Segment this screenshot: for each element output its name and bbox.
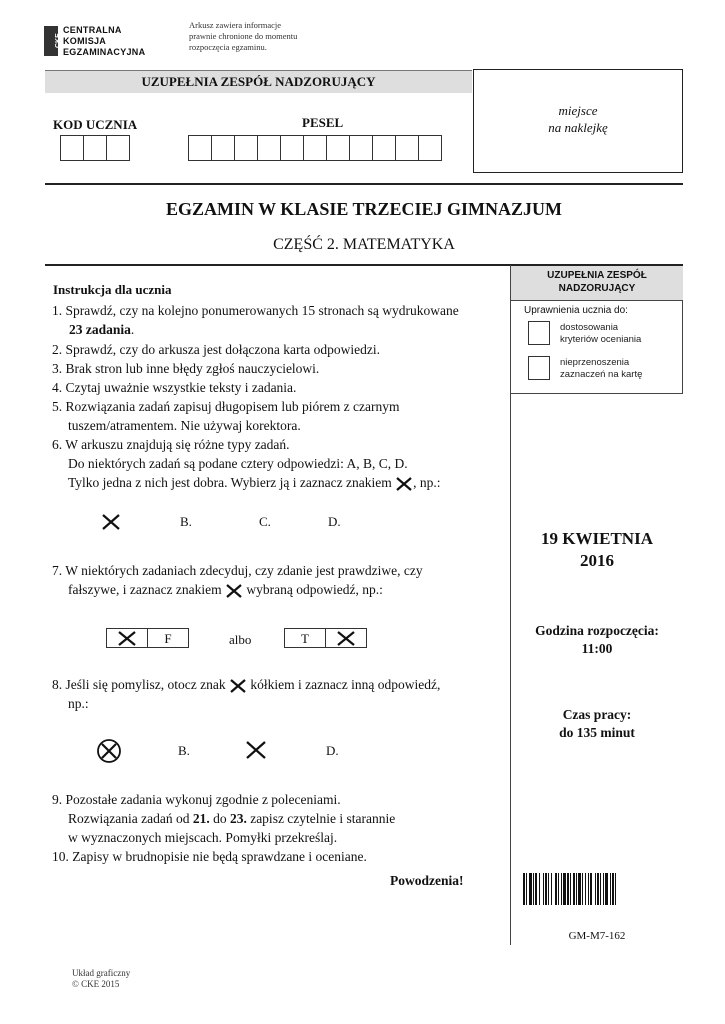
instruction-text: w wyznaczonych miejscach. Pomyłki przekreślaj.	[68, 830, 338, 845]
barcode-bar	[590, 873, 592, 905]
instruction-text	[52, 473, 441, 492]
pesel-cell[interactable]	[349, 135, 373, 161]
x-mark-icon	[395, 476, 413, 492]
barcode-bar	[615, 873, 616, 905]
sidebar-heading	[511, 266, 683, 300]
student-code-label: KOD UCZNIA	[53, 117, 138, 132]
barcode-bar	[578, 873, 581, 905]
instruction-text: wybraną odpowiedź, np.:	[246, 582, 383, 597]
instruction-9	[52, 790, 395, 866]
x-mark-icon	[225, 583, 243, 599]
instruction-8	[52, 675, 440, 713]
tf-cell: T	[284, 628, 326, 648]
sticker-line: miejsce	[558, 103, 598, 118]
pesel-cell[interactable]	[280, 135, 304, 161]
barcode-bar	[567, 873, 569, 905]
pesel-cell[interactable]	[188, 135, 212, 161]
pesel-cell[interactable]	[257, 135, 281, 161]
barcode-bar	[526, 873, 527, 905]
true-false-example	[107, 628, 189, 648]
barcode	[522, 873, 672, 905]
footer-line: Układ graficzny	[72, 968, 131, 978]
barcode-bar	[551, 873, 552, 905]
albo-label: albo	[229, 632, 252, 647]
example-option: B.	[178, 743, 190, 758]
code-cell[interactable]	[106, 135, 130, 161]
instruction-text: kółkiem i zaznacz inną odpowiedź,	[250, 677, 441, 692]
instruction-7	[52, 561, 423, 599]
cke-logo-mark: CKE	[44, 26, 58, 56]
sidebar-heading-line: NADZORUJĄCY	[558, 283, 636, 294]
barcode-bar	[605, 873, 608, 905]
example-option: D.	[328, 514, 341, 529]
barcode-bar	[558, 873, 559, 905]
barcode-bar	[523, 873, 525, 905]
example-option: D.	[326, 743, 339, 758]
instruction-text: zapisz czytelnie i starannie	[246, 811, 396, 826]
circled-x-mark-icon	[96, 738, 122, 764]
barcode-bar	[535, 873, 537, 905]
instruction-text: , np.:	[413, 475, 441, 490]
barcode-bar	[563, 873, 566, 905]
barcode-bar	[533, 873, 534, 905]
instruction-text: tuszem/atramentem. Nie używaj korektora.	[68, 418, 301, 433]
start-label: Godzina rozpoczęcia:	[535, 623, 659, 638]
instruction-text: Tylko jedna z nich jest dobra. Wybierz ją i zaznacz znakiem	[68, 475, 392, 490]
barcode-bar	[573, 873, 575, 905]
pesel-cell[interactable]	[211, 135, 235, 161]
barcode-bar	[543, 873, 544, 905]
instruction-text: np.:	[68, 696, 89, 711]
x-mark-icon	[101, 513, 121, 531]
instruction-3: 3. Brak stron lub inne błędy zgłoś nauczycielowi.	[52, 361, 320, 376]
accommodation-label	[560, 322, 641, 346]
no-transfer-checkbox[interactable]	[528, 356, 550, 380]
instruction-text: 23 zadania.	[69, 322, 135, 337]
date-line: 19 KWIETNIA	[541, 529, 653, 548]
instruction-text	[52, 580, 423, 599]
footer	[72, 968, 130, 990]
notice-line: prawnie chronione do momentu	[189, 31, 298, 41]
instruction-text: do	[209, 811, 230, 826]
barcode-bar	[603, 873, 604, 905]
pesel-label: PESEL	[302, 115, 344, 130]
barcode-bar	[539, 873, 540, 905]
example-option: B.	[180, 514, 192, 529]
tf-cell-marked	[106, 628, 148, 648]
barcode-bar	[529, 873, 532, 905]
notice-line: Arkusz zawiera informacje	[189, 20, 282, 30]
barcode-bar	[555, 873, 557, 905]
exam-date	[511, 528, 683, 572]
footer-line: © CKE 2015	[72, 979, 120, 989]
option-line: kryteriów oceniania	[560, 334, 642, 345]
barcode-bar	[585, 873, 586, 905]
instruction-2: 2. Sprawdź, czy do arkusza jest dołączona karta odpowiedzi.	[52, 342, 381, 357]
x-mark-icon	[229, 678, 247, 694]
barcode-bar	[610, 873, 611, 905]
work-time	[511, 706, 683, 742]
pesel-cell[interactable]	[418, 135, 442, 161]
work-value: do 135 minut	[559, 725, 635, 740]
option-line: nieprzenoszenia	[560, 357, 630, 368]
bold-text: 23.	[229, 811, 247, 826]
instruction-1	[52, 301, 459, 339]
code-cell[interactable]	[60, 135, 84, 161]
instructions-title: Instrukcja dla ucznia	[53, 282, 172, 297]
logo-line: CENTRALNA	[63, 25, 122, 35]
instruction-6	[52, 435, 441, 492]
instruction-text: 5. Rozwiązania zadań zapisuj długopisem lub piórem z czarnym	[52, 399, 400, 414]
rights-label: Uprawnienia ucznia do:	[524, 305, 628, 316]
barcode-bar	[600, 873, 601, 905]
cke-logo-text	[63, 25, 145, 58]
confidential-notice	[189, 20, 297, 53]
bold-text: 23 zadania	[69, 322, 131, 337]
barcode-bar	[612, 873, 614, 905]
start-time	[511, 622, 683, 658]
pesel-cell[interactable]	[395, 135, 419, 161]
work-label: Czas pracy:	[562, 707, 632, 722]
instruction-5	[52, 397, 400, 435]
pesel-cell[interactable]	[372, 135, 396, 161]
barcode-bar	[570, 873, 571, 905]
x-mark-icon	[336, 630, 356, 647]
x-mark-icon	[117, 630, 137, 647]
bold-text: 21.	[192, 811, 210, 826]
pesel-cell[interactable]	[234, 135, 258, 161]
tf-cell-marked	[325, 628, 367, 648]
sticker-area	[473, 69, 683, 173]
instruction-text	[52, 809, 395, 828]
logo-line: EGZAMINACYJNA	[63, 47, 146, 57]
divider	[45, 183, 683, 185]
barcode-bar	[545, 873, 547, 905]
exam-code: GM-M7-162	[568, 930, 626, 942]
example-option: C.	[259, 514, 271, 529]
barcode-bar	[576, 873, 577, 905]
instruction-4: 4. Czytaj uważnie wszystkie teksty i zadania.	[52, 380, 297, 395]
exam-subtitle: CZĘŚĆ 2. MATEMATYKA	[273, 236, 455, 253]
sidebar-heading-line: UZUPEŁNIA ZESPÓŁ	[547, 270, 647, 281]
tf-cell: F	[147, 628, 189, 648]
instruction-text: 7. W niektórych zadaniach zdecyduj, czy zdanie jest prawdziwe, czy	[52, 563, 423, 578]
instruction-text: 1. Sprawdź, czy na kolejno ponumerowanych 15 stronach są wydrukowane	[52, 303, 459, 318]
option-line: zaznaczeń na kartę	[560, 369, 643, 380]
instruction-text: fałszywe, i zaznacz znakiem	[68, 582, 222, 597]
barcode-bar	[595, 873, 596, 905]
pesel-field[interactable]	[189, 135, 442, 161]
instruction-text	[52, 675, 440, 694]
logo-line: KOMISJA	[63, 36, 107, 46]
pesel-cell[interactable]	[303, 135, 327, 161]
option-line: dostosowania	[560, 322, 619, 333]
notice-line: rozpoczęcia egzaminu.	[189, 42, 267, 52]
barcode-bar	[548, 873, 549, 905]
barcode-bar	[561, 873, 562, 905]
instruction-text: 8. Jeśli się pomylisz, otocz znak	[52, 677, 226, 692]
no-transfer-label	[560, 357, 642, 381]
sticker-line: na naklejkę	[548, 120, 608, 135]
supervisor-heading: UZUPEŁNIA ZESPÓŁ NADZORUJĄCY	[45, 70, 472, 93]
code-cell[interactable]	[83, 135, 107, 161]
barcode-bar	[597, 873, 599, 905]
accommodation-checkbox[interactable]	[528, 321, 550, 345]
instruction-text: 6. W arkuszu znajdują się różne typy zadań.	[52, 437, 290, 452]
instruction-text: 9. Pozostałe zadania wykonuj zgodnie z poleceniami.	[52, 792, 341, 807]
pesel-cell[interactable]	[326, 135, 350, 161]
instruction-text: Do niektórych zadań są podane cztery odpowiedzi: A, B, C, D.	[68, 456, 408, 471]
instruction-10: 10. Zapisy w brudnopisie nie będą sprawdzane i oceniane.	[52, 849, 367, 864]
x-mark-icon	[245, 740, 267, 760]
true-false-example	[285, 628, 367, 648]
barcode-bar	[582, 873, 583, 905]
date-line: 2016	[580, 551, 614, 570]
exam-title: EGZAMIN W KLASIE TRZECIEJ GIMNAZJUM	[165, 199, 563, 219]
instruction-text: Rozwiązania zadań od	[68, 811, 193, 826]
good-luck: Powodzenia!	[390, 873, 464, 888]
barcode-bar	[588, 873, 589, 905]
student-code-field[interactable]	[61, 135, 130, 161]
start-value: 11:00	[581, 641, 613, 656]
